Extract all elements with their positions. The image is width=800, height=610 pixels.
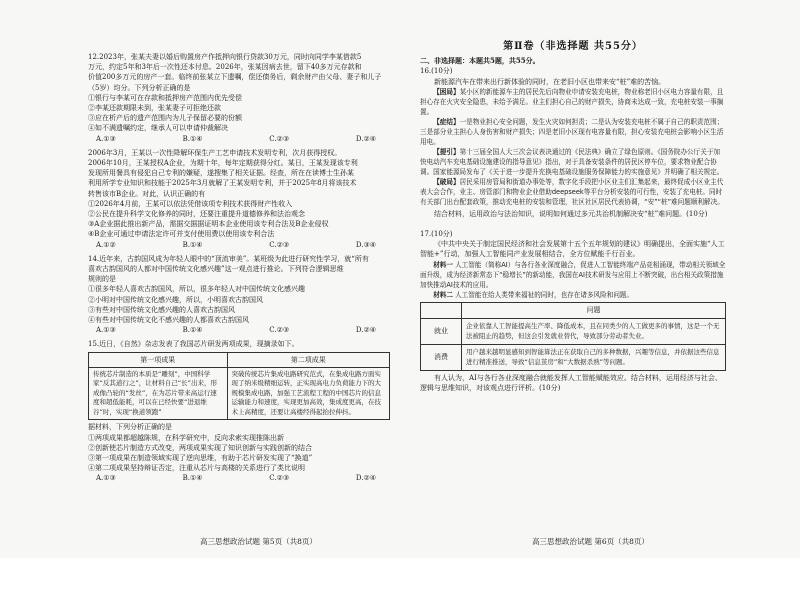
- row-text: 用户越来越明显感知到智能算法正在获取自己的多种数据，兴趣等信息，并依据这些信息进行精准推送，导致“信息茧房”和“大数据杀熟”等问题。: [462, 345, 726, 371]
- q15-option: ④第二项成果坚持辩证否定，注重从芯片与高楼的关系进行了类比说明: [88, 464, 305, 473]
- q16-para: [420, 177, 726, 207]
- question-13: [88, 148, 390, 250]
- para-tag: 【困局】: [433, 87, 460, 96]
- footer-page-5: 高三思想政治试题 第5页（共8页）: [200, 537, 317, 546]
- q17-intro: 《中共中央关于制定国民经济和社会发展第十五个五年规划的建议》明确提出，全面实施“人工智能+”行动，加强人工智能同产业发展相结合，全方位赋能千行百业。: [420, 240, 725, 259]
- choice-b: B.①④: [182, 134, 203, 143]
- q17-number: 17.(10分): [420, 230, 453, 239]
- q14-choices: [88, 325, 376, 335]
- material-tag: 材料二: [433, 290, 453, 299]
- q13-stem-line: 发现所用餐具有侵犯自己专利的嫌疑，遂搜集了相关证据。经查，所在在读博士生孙某: [88, 169, 354, 178]
- table-header: 第一项成果: [89, 352, 228, 367]
- section-intro: 二、非选择题：本题共5题，共55分。: [420, 56, 540, 66]
- q17-material-2: [420, 290, 726, 300]
- q15-option: ①两项成果都超越陈规，在科学研究中，反向求索实现推陈出新: [88, 433, 284, 442]
- q16-para: [420, 147, 726, 177]
- table-cell: 传统芯片制造的本质是“雕刻”，中国科学家“反其道行之”，让材料自己“长”出来，形成像凸轮的“发丝”，在为芯片带来高运行速度和超低能耗，可以在已经快要“进退维谷”时，实现“换道领跑”: [89, 367, 228, 420]
- q12-choices: [88, 134, 376, 144]
- q13-choices: [88, 240, 376, 250]
- q12-stem-line: 价值200多万元的房产一套。临终前张某立下遗嘱，偿还债务后，剩余财产由父母、妻子和儿子（5岁）均分。下列分析正确的是: [88, 73, 382, 92]
- choice-c: C.②③: [269, 240, 290, 249]
- q16-para: [420, 117, 726, 147]
- q16-task: 结合材料，运用政治与法治知识，说明如何通过多元共治机制解决安“桩”难问题。(10分): [434, 209, 708, 218]
- para-text: 一是物业担心安全问题，发生火灾如何担责；二是认为安装充电桩不属于自己的职责范围；三是部分业主担心人身伤害和财产损失；四是老旧小区现有电容量有限，担心安装充电桩会影响小区生活用电。: [420, 117, 724, 146]
- para-text: 某小区的新能源车主的居民先后向物业申请安装充电桩，物业称老旧小区电力容量有限，且担心存在火灾安全隐患，未给予满足。业主们担心自己的财产损失，协商未达成一致，充电桩安装一事搁置。: [420, 87, 724, 116]
- q13-option: ②公民在提升科学文化修养的同时，还要注重提升道德修养和法治观念: [88, 210, 305, 219]
- table-corner: [421, 302, 462, 319]
- choice-b: B.①④: [182, 474, 203, 483]
- table-header: 问题: [462, 302, 726, 319]
- q15-choices: [88, 473, 376, 483]
- section-title: 第Ⅱ卷（非选择题 共55分）: [503, 41, 643, 52]
- para-tag: 【破局】: [433, 177, 460, 186]
- q14-option: ①很多年轻人喜欢古韵国风，所以，很多年轻人对中国传统文化感兴趣: [88, 285, 305, 294]
- table-row: [421, 319, 726, 345]
- choice-c: C.②③: [269, 134, 290, 143]
- q14-option: ④有些对中国传统文化不感兴趣的人都喜欢古韵国风: [88, 316, 249, 325]
- choice-a: A.①③: [96, 134, 116, 143]
- choice-c: C.②③: [269, 474, 290, 483]
- choice-d: D.②④: [355, 326, 376, 335]
- q12-option: ④如不满遗嘱约定，继承人可以申请仲裁解决: [88, 124, 228, 133]
- q12-option: ②李某还款期限未到，张某妻子可拒绝还款: [88, 104, 221, 113]
- q16-intro: 新能源汽车在带来出行新体验的同时，在老旧小区也带来安“桩”难的苦恼。: [434, 77, 666, 86]
- q13-stem-line: 利用所学专业知识和技能于2025年3月就解了王某发明专利，并于2025年8月将该技术: [88, 179, 357, 188]
- q16-number: 16.(10分): [420, 67, 453, 76]
- table-header: 第二项成果: [227, 352, 389, 367]
- q14-stem-line: 14.近年来，古韵国风成为年轻人眼中的“顶流审美”。某班级为此进行研究性学习，就“所有: [88, 254, 369, 263]
- q13-stem-line: 2006年3月，王某以一次性降解环保生产工艺申请技术发明专利，次月获得授权。: [88, 148, 342, 157]
- question-12: [88, 52, 390, 144]
- choice-c: C.②③: [269, 326, 290, 335]
- row-text: 企业依靠人工智能提高生产率、降低成本，且在同类少的人工做更多的事情，这是一个无法被阻止的趋势，但这会引发就业替代，导致部分劳动者失业。: [462, 319, 726, 345]
- q13-stem-line: 转售该市B企业。对此，认识正确的有: [88, 189, 206, 198]
- q12-option: ①银行与李某可在存款和抵押房产范围内优先受偿: [88, 93, 242, 102]
- q15-prompt: 据材料，下列分析正确的是: [88, 423, 172, 432]
- choice-b: B.①④: [182, 240, 203, 249]
- q13-option: ①2026年4月前，王某可以依法凭借该项专利技术获得财产性收入: [88, 199, 293, 208]
- q16-para: [420, 87, 726, 117]
- footer-page-6: 高三思想政治试题 第6页（共8页）: [532, 537, 649, 546]
- q12-stem-line: 万元，约定5年和3年后一次性还本付息。2026年，张某因病去世，留下40多万元存款和: [88, 63, 362, 72]
- material-text: 人工智能在给人类带来福祉的同时，也存在诸多风险和问题。: [455, 290, 634, 299]
- page-left: [88, 52, 390, 610]
- q15-option: ②创新使芯片制造方式改变，两项成果实现了知识创新与实践创新的结合: [88, 443, 312, 452]
- choice-d: D.②④: [355, 474, 376, 483]
- q14-option: ②小明对中国传统文化感兴趣，所以，小明喜欢古韵国风: [88, 295, 263, 304]
- table-cell: 突破传统芯片集成电路研究范式，在集成电路方面实现了纳米级精细运转，正实现高电力负荷能力下的大规模集成电路，加强工艺流程工程的中国芯片的信息运输能力和速度，实现更加高效，集成度更高，在技术上高精度，还要让高楼经得起抬拉伸抖。: [227, 367, 389, 420]
- para-tag: 【提引】: [433, 147, 460, 156]
- row-label: 消费: [421, 345, 462, 371]
- q13-option: ③A企业据此推出新产品，需据交据据证明本企业使用该专利合法及B企业侵权: [88, 220, 329, 229]
- q14-stem-line: 规则的是: [88, 275, 116, 284]
- row-label: 就业: [421, 319, 462, 345]
- q13-stem-line: 2006年10月，王某授权A企业，为期十年，每年定期获得分红。某日，王某发现该专利: [88, 159, 358, 168]
- choice-a: A.①③: [96, 326, 116, 335]
- para-text: 第十三届全国人大三次会议表决通过的《民法典》确立了绿色原则。《国务院办公厅关于加快电动汽车充电基础设施建设的指导意见》指出，对于具备安装条件的居民区停车位，要求物业配合协调。国家能源局发布了《关于进一步提升充换电基础设施服务保障能力的实施意见》并明确了相关规定。: [420, 147, 724, 176]
- q15-results-table: [88, 352, 390, 421]
- question-14: [88, 254, 390, 336]
- q12-stem-line: 12.2023年，张某夫妻以婚后购置房产作抵押向银行贷款30万元，同时向同学李某借款5: [88, 53, 362, 61]
- q17-material-1: [420, 260, 726, 290]
- choice-b: B.①④: [182, 326, 203, 335]
- material-text: 人工智能（简称AI）与各行各业深度融合，促进人工智能终端产品竞相涌现，带动相关领域全面升级，成为经济新常态下“稳增长”的新动能，我国在AI技术研发与应用上不断突破，出台相关政策措施加快推动AI技术的应用。: [420, 260, 726, 289]
- table-row: [421, 345, 726, 371]
- choice-d: D.②④: [355, 134, 376, 143]
- question-17: [420, 229, 726, 394]
- page-right: [420, 16, 726, 574]
- choice-d: D.③④: [355, 240, 376, 249]
- material-tag: 材料一: [433, 260, 453, 269]
- choice-a: A.①②: [96, 240, 116, 249]
- para-text: 居民采用房管局和街道办事处等，数字化手段把小区业主们汇集起来，最终促成小区业主代表大会合作，业主、房管部门和物业企业借助deepseek等平台分析安装的可行性，安装了充电桩。同时有关部门出台配套政策，推动充电桩的安装和管理，社区社区居民代表协调，“安”“桩”难问题顺利解决。: [420, 177, 724, 206]
- q17-problems-table: [420, 302, 726, 372]
- q14-option: ③有些对中国传统文化感兴趣的人喜欢古韵国风: [88, 305, 235, 314]
- choice-a: A.①③: [96, 474, 116, 483]
- q14-stem-line: 喜欢古韵国风的人都对中国传统文化感兴趣”这一观点进行推论。下列符合逻辑思维: [88, 265, 344, 274]
- q12-option: ③应在析产后的遗产范围内为儿子保留必要的份额: [88, 114, 242, 123]
- q15-option: ③第一项成果在制造领域实现了逆向思维，有助于芯片研发实现了“换道”: [88, 454, 313, 462]
- q15-stem: 15.近日，《自然》杂志发表了我国芯片研发两项成果，现摘录如下。: [88, 340, 299, 349]
- question-16: [420, 66, 726, 219]
- q17-task: 有人认为，AI与各行各业深度融合就能发挥人工智能赋能效应。结合材料，运用经济与社会、逻辑与思维知识，对该观点进行评析。(10分): [420, 374, 722, 393]
- question-15: [88, 339, 390, 483]
- para-tag: 【症结】: [433, 117, 460, 126]
- q13-option: ④B企业可通过申请法定许可并支付使用费以使用该专利合法: [88, 230, 275, 239]
